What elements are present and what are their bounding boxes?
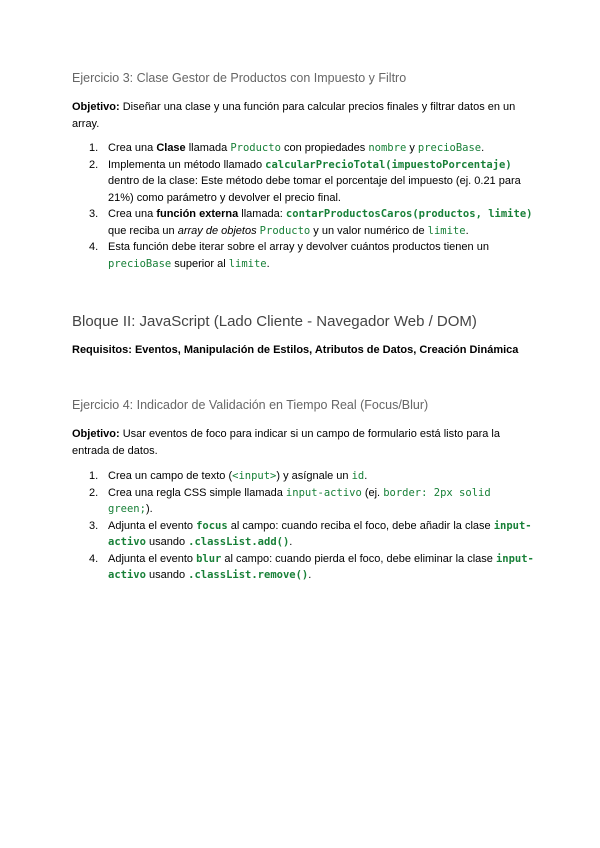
exercise-4-list [72, 468, 538, 584]
objective-label: Objetivo: [72, 428, 120, 440]
list-item: 2. Crea una regla CSS simple llamada input-activo (ej. border: 2px solid green;). [89, 486, 491, 515]
exercise-4-objective [72, 426, 532, 459]
list-item: 2. Implementa un método llamado calcularPrecioTotal(impuestoPorcentaje) dentro de la clase: Este método debe tomar el porcentaje del impuesto (ej. 0.21 para 21%) como parámetro y devolver el precio final. [89, 158, 521, 204]
list-item: 3. Crea una función externa llamada: contarProductosCaros(productos, limite) que reciba un array de objetos Producto y un valor numérico de limite. [89, 208, 533, 237]
exercise-3-objective [72, 99, 532, 132]
list-item: 1. Crea un campo de texto (<input>) y asígnale un id. [89, 470, 368, 482]
objective-text: Usar eventos de foco para indicar si un campo de formulario está listo para la entrada de datos. [72, 428, 500, 457]
list-item: 4. Esta función debe iterar sobre el array y devolver cuántos productos tienen un precioBase superior al limite. [89, 241, 489, 270]
list-item: 3. Adjunta el evento focus al campo: cuando reciba el foco, debe añadir la clase input-activo usando .classList.add(). [89, 519, 532, 548]
exercise-3-list [72, 140, 538, 272]
list-item: 1. Crea una Clase llamada Producto con propiedades nombre y precioBase. [89, 142, 485, 154]
objective-label: Objetivo: [72, 101, 120, 113]
objective-text: Diseñar una clase y una función para calcular precios finales y filtrar datos en un array. [72, 101, 516, 130]
exercise-3-title: Ejercicio 3: Clase Gestor de Productos con Impuesto y Filtro [72, 71, 407, 85]
list-item: 4. Adjunta el evento blur al campo: cuando pierda el foco, debe eliminar la clase input-activo usando .classList.remove(). [89, 552, 534, 581]
exercise-4-title: Ejercicio 4: Indicador de Validación en Tiempo Real (Focus/Blur) [72, 398, 429, 412]
block-2-title: Bloque II: JavaScript (Lado Cliente - Navegador Web / DOM) [72, 313, 477, 330]
block-2-requirements: Requisitos: Eventos, Manipulación de Estilos, Atributos de Datos, Creación Dinámica [72, 344, 519, 356]
